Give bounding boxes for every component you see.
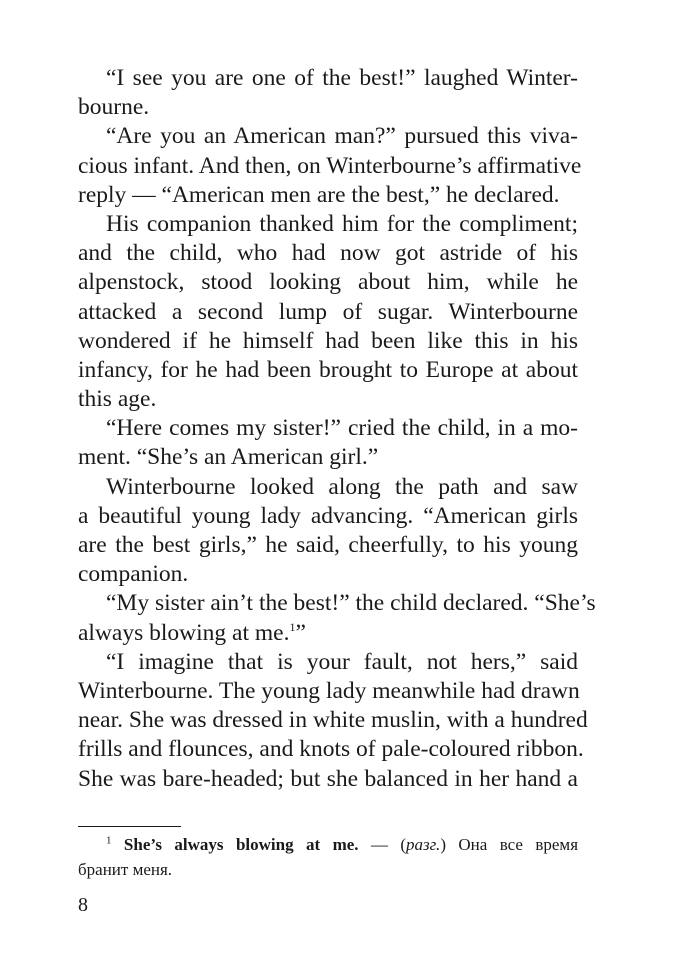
text-line: frills and flounces, and knots of pale-coloured ribbon. <box>78 736 584 763</box>
text-line: near. She was dressed in white muslin, with a hundred <box>78 707 588 734</box>
text-line: cious infant. And then, on Winterbourne’s affirmative <box>78 152 582 179</box>
footnote-dash: — ( <box>358 835 407 854</box>
footnote-line <box>78 832 578 857</box>
text-line: “Here comes my sister!” cried the child, in a mo- <box>106 415 578 442</box>
footnote-phrase: She’s always blowing at me. <box>123 835 359 854</box>
text-line: are the best girls,” he said, cheerfully, to his young <box>78 532 578 558</box>
footnote-label: разг. <box>406 835 441 854</box>
text-line: this age. <box>78 386 157 413</box>
closing-quote: ” <box>295 619 306 646</box>
page-number: 8 <box>78 894 88 916</box>
text-line: “I imagine that is your fault, not hers,” said <box>106 648 578 675</box>
footnote-close-paren: ) <box>440 835 446 854</box>
text-line: ment. “She’s an American girl.” <box>78 444 379 471</box>
text-line: bourne. <box>78 94 150 121</box>
text-line: His companion thanked him for the compliment; <box>106 210 578 237</box>
footnote-reference: 1 <box>289 619 296 634</box>
text-line: attacked a second lump of sugar. Winterbourne <box>78 298 578 325</box>
text-line-content: always blowing at me. <box>78 619 290 646</box>
text-line: alpenstock, stood looking about him, while he <box>78 269 578 296</box>
text-line: “My sister ain’t the best!” the child declared. “She’s <box>106 590 596 617</box>
footnote-divider <box>78 826 181 827</box>
text-line: “I see you are one of the best!” laughed Winter- <box>106 65 578 91</box>
footnote-translation: Она все время <box>445 835 579 854</box>
footnote-number: 1 <box>106 834 112 847</box>
footnote-line: бранит меня. <box>78 860 173 879</box>
text-line: wondered if he himself had been like this in his <box>78 327 578 354</box>
text-line: “Are you an American man?” pursued this viva- <box>106 123 578 150</box>
text-line: Winterbourne. The young lady meanwhile had drawn <box>78 677 580 704</box>
footnote <box>78 832 578 882</box>
text-line: a beautiful young lady advancing. “American girls <box>78 502 578 529</box>
text-line: Winterbourne looked along the path and saw <box>106 473 578 500</box>
text-line: infancy, for he had been brought to Europe at about <box>78 356 578 383</box>
page-body <box>78 64 596 794</box>
text-line: companion. <box>78 561 189 588</box>
text-line: and the child, who had now got astride of his <box>78 240 578 267</box>
text-line: She was bare-headed; but she balanced in her hand a <box>78 765 578 792</box>
text-line: reply — “American men are the best,” he declared. <box>78 181 560 208</box>
text-line-with-footnote-ref <box>78 619 578 648</box>
